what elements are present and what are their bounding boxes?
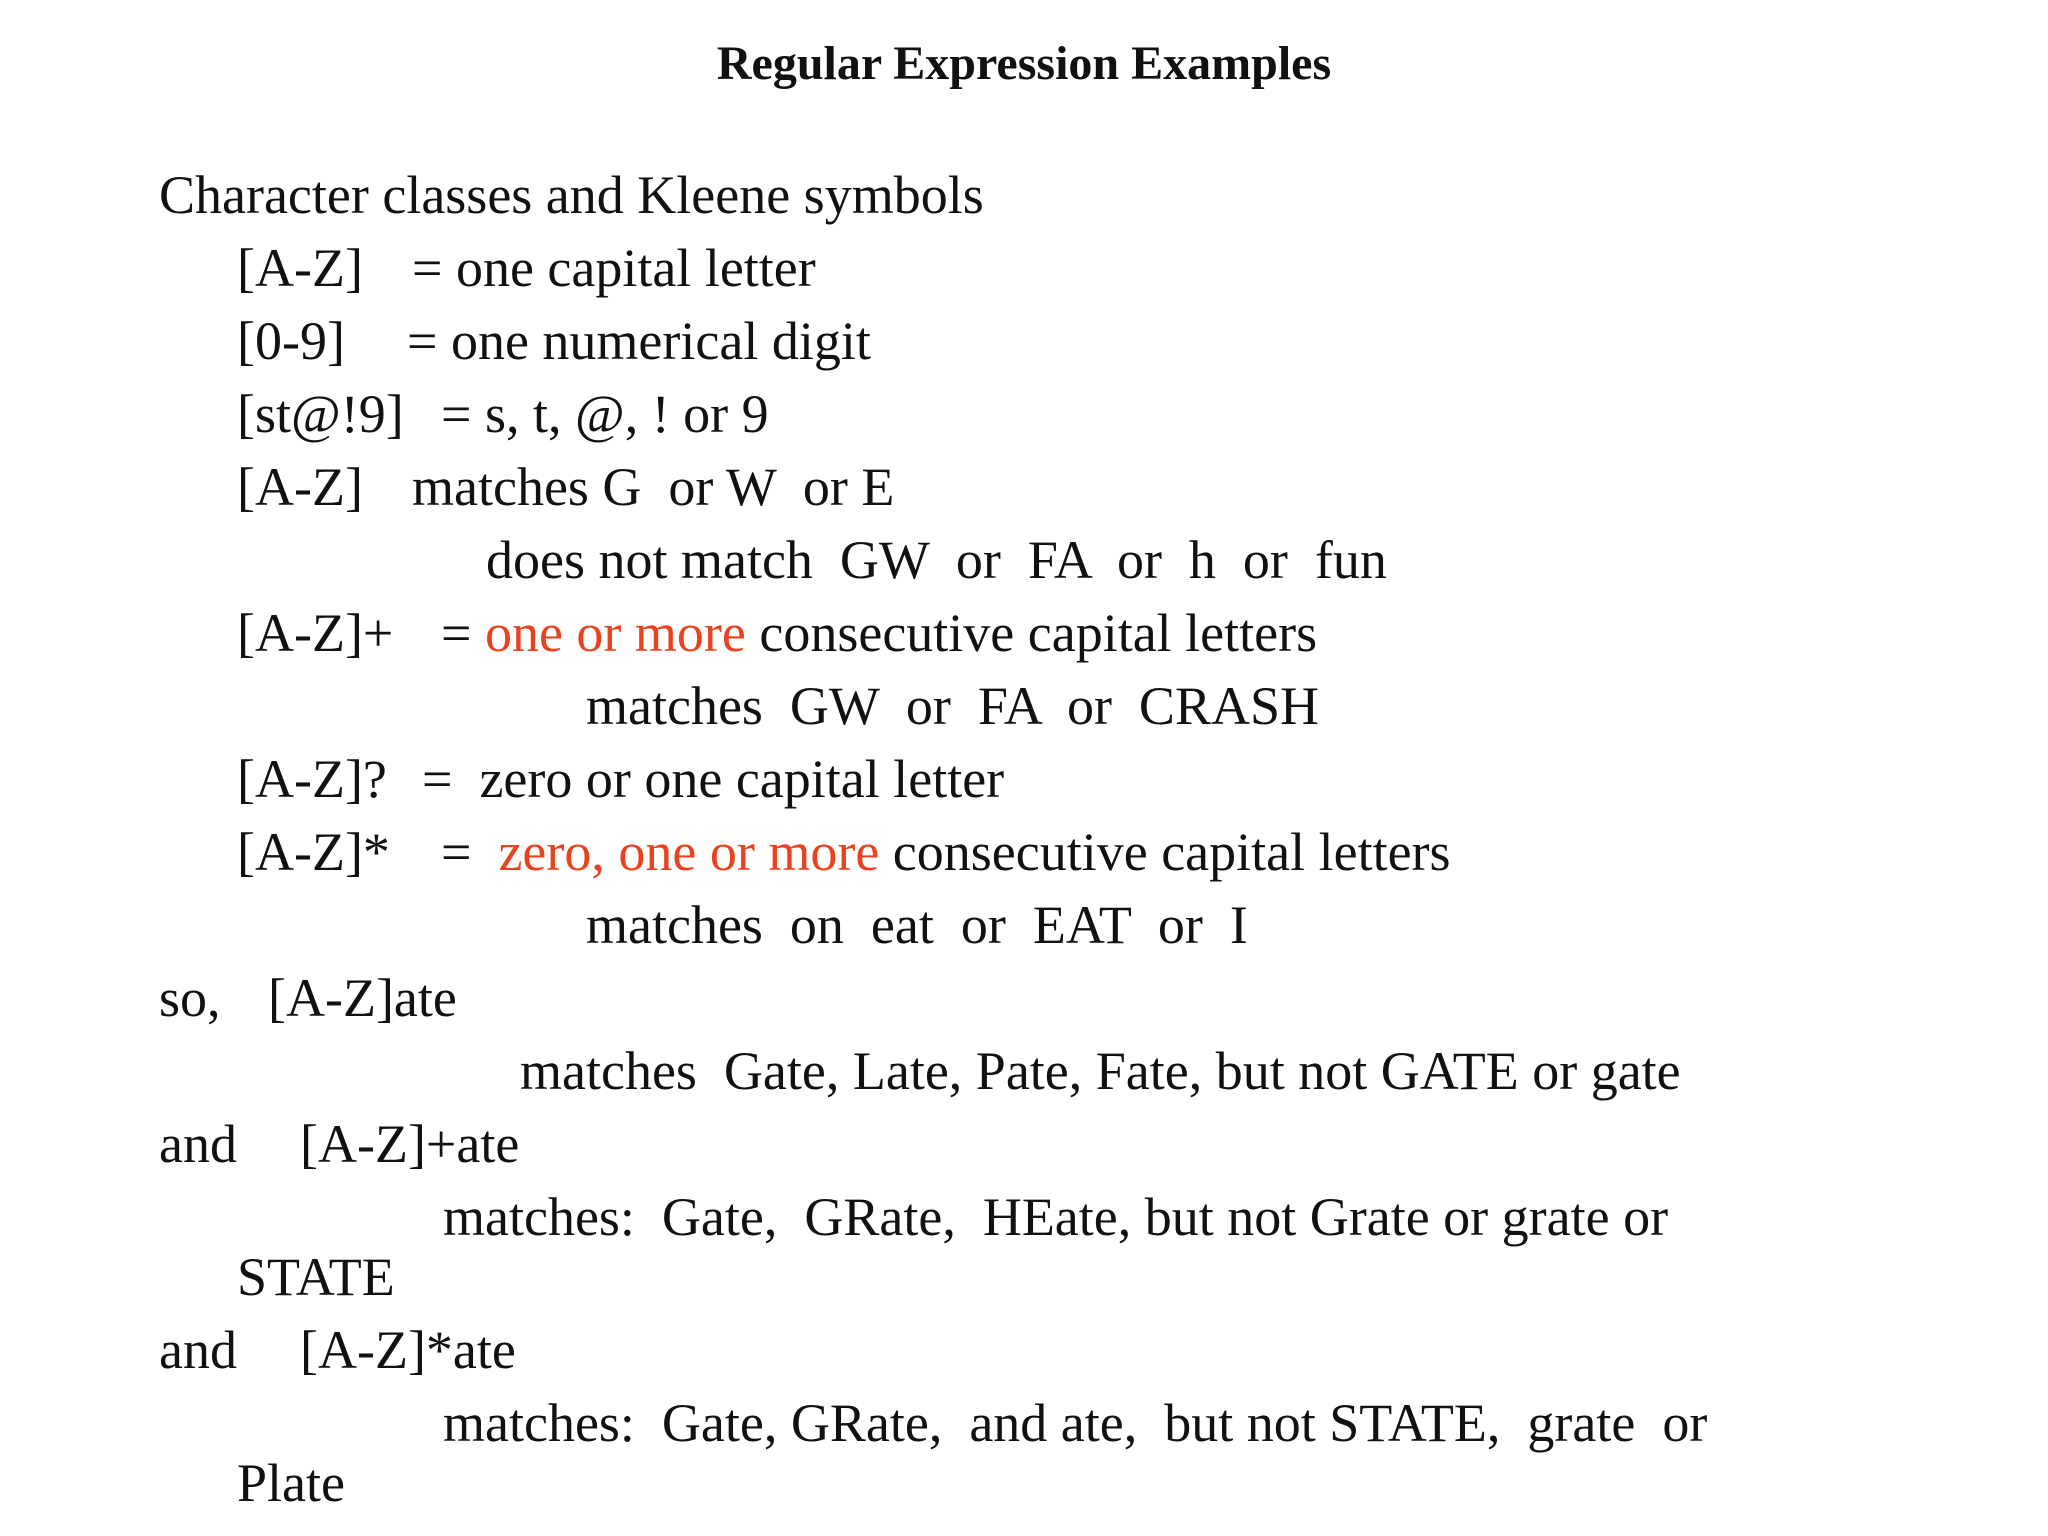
- plus-rest: consecutive capital letters: [759, 603, 1318, 663]
- question-meaning: = zero or one capital letter: [422, 749, 1005, 809]
- star-eq: =: [441, 822, 472, 882]
- so-match-text: matches Gate, Late, Pate, Fate, but not GATE or gate: [520, 1041, 1681, 1101]
- and-star-match-text: matches: Gate, GRate, and ate, but not STATE, grate or: [443, 1393, 1708, 1453]
- and-plus-pattern: [A-Z]+ate: [300, 1114, 520, 1174]
- and-plus-match-text: matches: Gate, GRate, HEate, but not Grate or grate or: [443, 1187, 1669, 1247]
- plus-pattern: [A-Z]+: [237, 603, 394, 663]
- digit-meaning: = one numerical digit: [407, 311, 871, 371]
- and-star-pattern: [A-Z]*ate: [300, 1320, 516, 1380]
- az-match-pattern: [A-Z]: [237, 457, 363, 517]
- question-pattern: [A-Z]?: [237, 749, 387, 809]
- page-title: Regular Expression Examples: [716, 37, 1332, 90]
- and-star-prefix: and: [159, 1320, 237, 1380]
- so-prefix: so,: [159, 968, 221, 1028]
- set-pattern: [st@!9]: [237, 384, 404, 444]
- star-match-text: matches on eat or EAT or I: [586, 895, 1248, 955]
- digit-pattern: [0-9]: [237, 311, 345, 371]
- star-pattern: [A-Z]*: [237, 822, 390, 882]
- star-highlight: zero, one or more: [498, 822, 880, 882]
- and-star-match-cont: Plate: [237, 1453, 345, 1513]
- plus-highlight: one or more: [484, 603, 746, 663]
- az-match-text: matches G or W or E: [412, 457, 895, 517]
- set-meaning: = s, t, @, ! or 9: [441, 384, 769, 444]
- section-heading: Character classes and Kleene symbols: [159, 165, 984, 225]
- star-rest: consecutive capital letters: [892, 822, 1451, 882]
- plus-meaning: [441, 601, 1317, 665]
- star-meaning: [441, 820, 1451, 884]
- az-nomatch-text: does not match GW or FA or h or fun: [486, 530, 1387, 590]
- so-pattern: [A-Z]ate: [268, 968, 457, 1028]
- plus-eq: =: [441, 603, 472, 663]
- and-plus-prefix: and: [159, 1114, 237, 1174]
- az-pattern: [A-Z]: [237, 238, 363, 298]
- az-meaning: = one capital letter: [412, 238, 816, 298]
- and-plus-match-cont: STATE: [237, 1247, 395, 1307]
- plus-match-text: matches GW or FA or CRASH: [586, 676, 1319, 736]
